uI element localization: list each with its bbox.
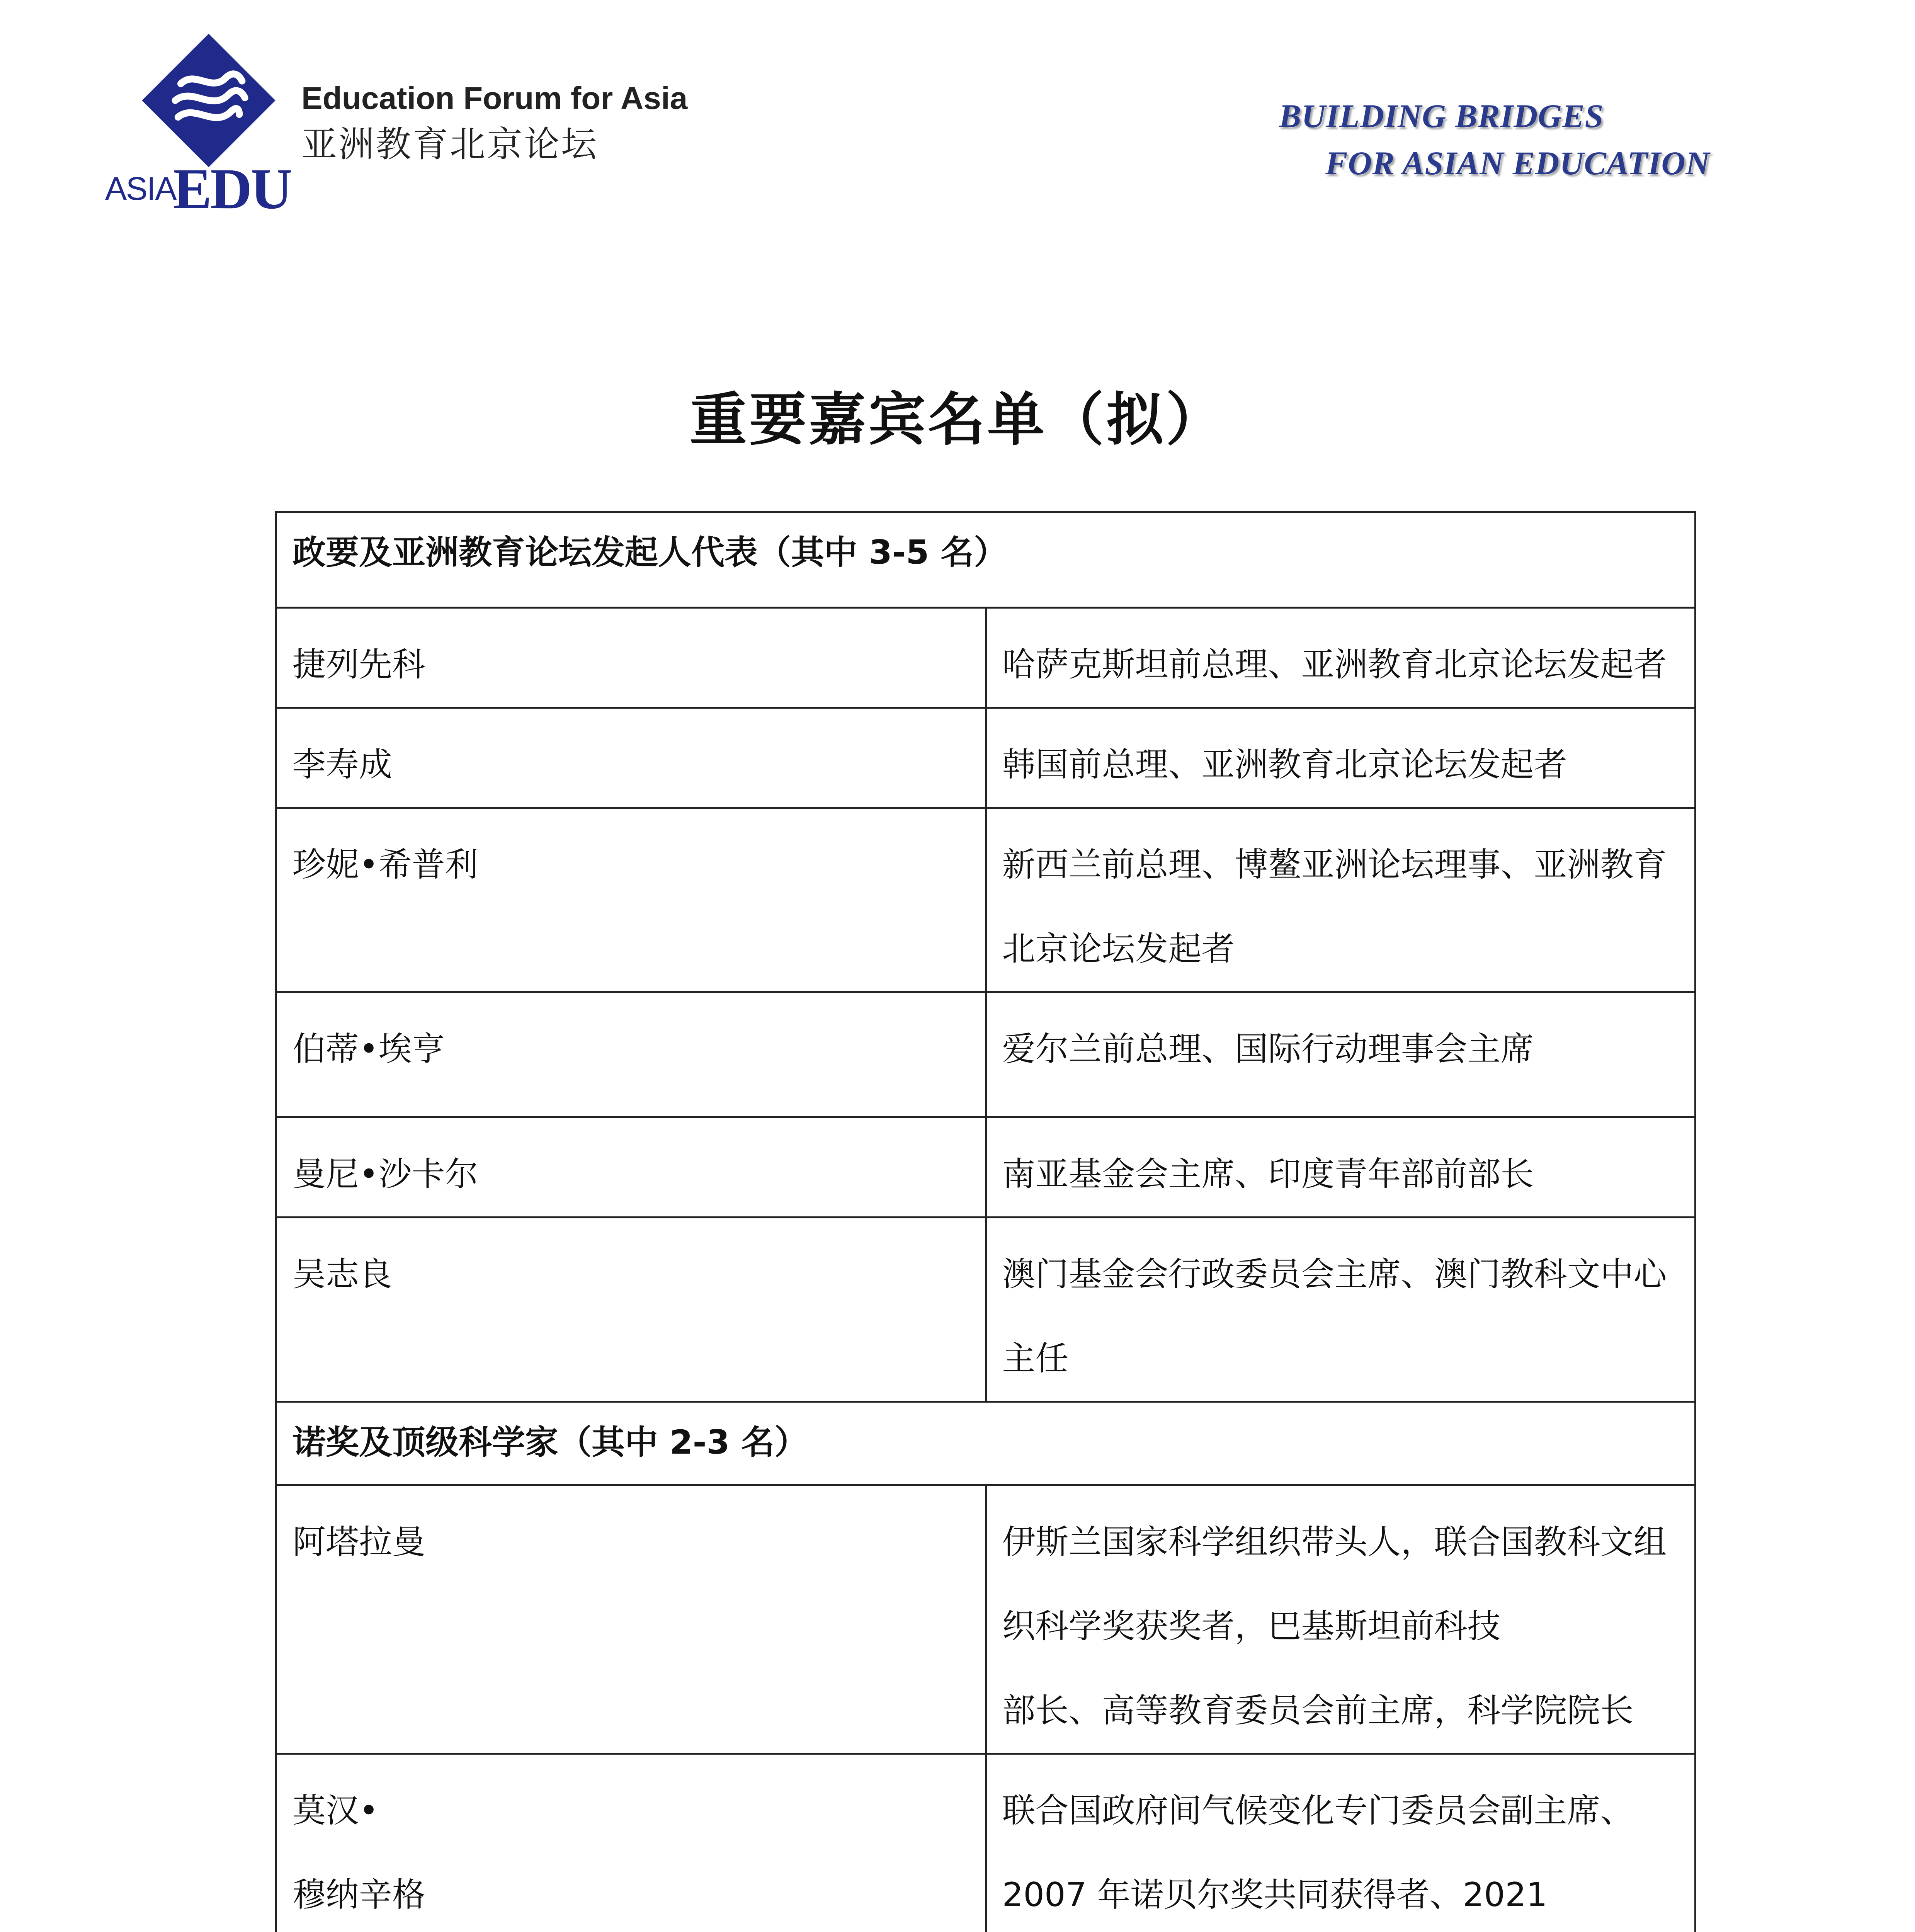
guest-name: 曼尼•沙卡尔 xyxy=(276,1117,986,1218)
guest-list-table xyxy=(275,511,1696,1932)
table-row xyxy=(276,808,1696,992)
guest-name: 吴志良 xyxy=(276,1218,986,1402)
guest-name: 阿塔拉曼 xyxy=(276,1485,986,1754)
guest-title: 南亚基金会主席、印度青年部前部长 xyxy=(986,1117,1696,1218)
guest-title-line: 伊斯兰国家科学组织带头人，联合国教科文组织科学奖获奖者，巴基斯坦前科技 xyxy=(1002,1523,1667,1646)
guest-title xyxy=(986,1754,1696,1932)
guest-name xyxy=(276,1754,986,1932)
table-row xyxy=(276,1218,1696,1402)
page-title: 重要嘉宾名单（拟） xyxy=(690,386,1225,453)
logo-text-asia: ASIA xyxy=(105,170,176,207)
table-row xyxy=(276,1485,1696,1754)
guest-title xyxy=(986,1485,1696,1754)
slogan-line-2: FOR ASIAN EDUCATION xyxy=(1325,145,1710,182)
section-header-row xyxy=(276,512,1696,608)
table-row xyxy=(276,608,1696,708)
logo-text-edu: EDU xyxy=(173,157,291,221)
slogan-line-1: BUILDING BRIDGES xyxy=(1279,97,1604,134)
org-name-english: Education Forum for Asia xyxy=(301,81,688,116)
guest-title: 澳门基金会行政委员会主席、澳门教科文中心主任 xyxy=(986,1218,1696,1402)
guest-title: 爱尔兰前总理、国际行动理事会主席 xyxy=(986,992,1696,1117)
org-name-chinese: 亚洲教育北京论坛 xyxy=(301,124,599,165)
guest-title: 哈萨克斯坦前总理、亚洲教育北京论坛发起者 xyxy=(986,608,1696,708)
guest-title-line: 联合国政府间气候变化专门委员会副主席、2007 年诺贝尔奖共同获得者、2021 xyxy=(1002,1791,1634,1914)
section-heading: 政要及亚洲教育论坛发起人代表（其中 3-5 名） xyxy=(276,512,1696,608)
guest-title-line: 部长、高等教育委员会前主席，科学院院长 xyxy=(1002,1691,1634,1730)
guest-name-line: 穆纳辛格 xyxy=(293,1876,425,1914)
guest-name-line: 莫汉• xyxy=(293,1791,379,1830)
table-row xyxy=(276,1117,1696,1218)
guest-name: 伯蒂•埃亨 xyxy=(276,992,986,1117)
section-header-row xyxy=(276,1402,1696,1485)
table-row xyxy=(276,992,1696,1117)
section-heading: 诺奖及顶级科学家（其中 2-3 名） xyxy=(276,1402,1696,1485)
guest-name: 李寿成 xyxy=(276,708,986,808)
table-row xyxy=(276,708,1696,808)
guest-name: 珍妮•希普利 xyxy=(276,808,986,992)
asiaedu-logo-icon xyxy=(139,31,278,170)
guest-title: 韩国前总理、亚洲教育北京论坛发起者 xyxy=(986,708,1696,808)
guest-name: 捷列先科 xyxy=(276,608,986,708)
guest-title: 新西兰前总理、博鳌亚洲论坛理事、亚洲教育北京论坛发起者 xyxy=(986,808,1696,992)
table-row xyxy=(276,1754,1696,1932)
